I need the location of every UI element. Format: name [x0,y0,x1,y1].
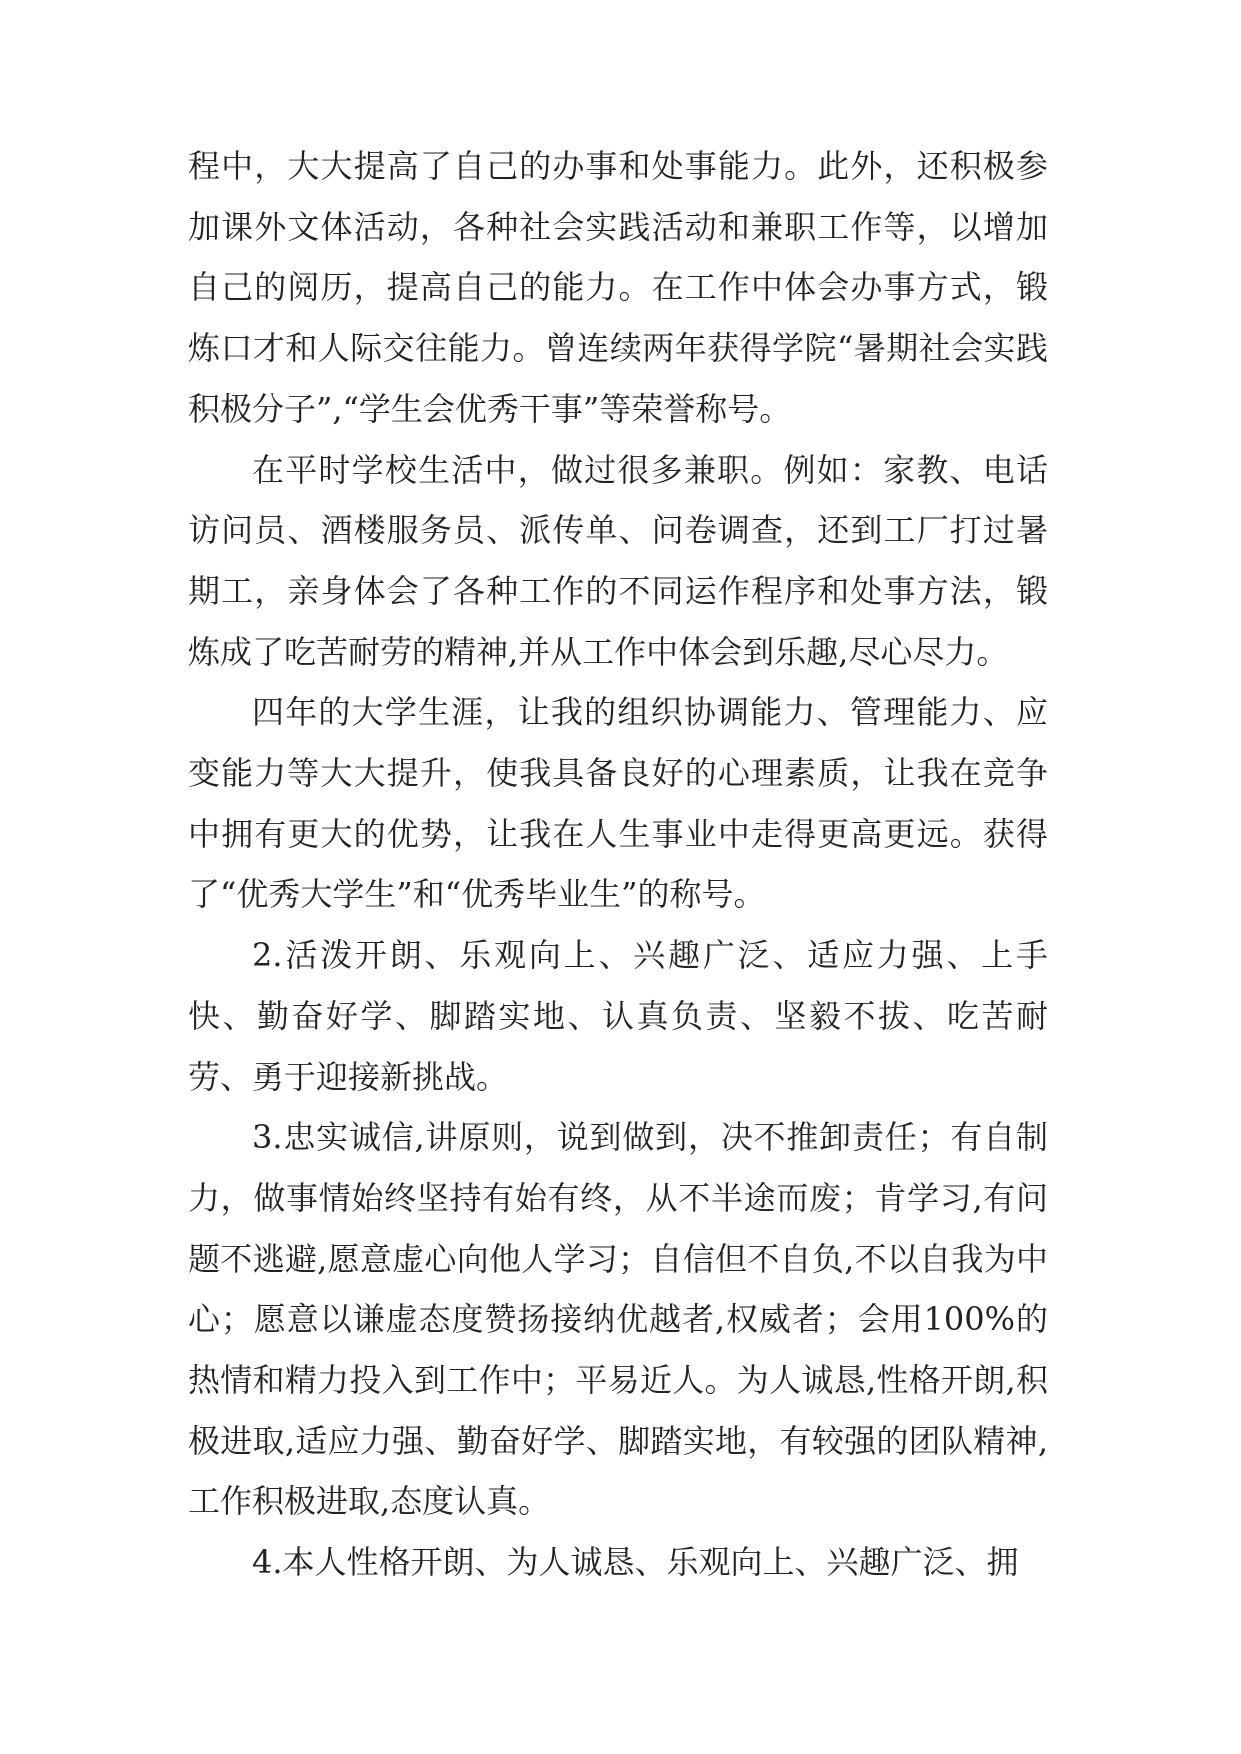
document-body [188,136,1048,1593]
paragraph-item-4: 4.本人性格开朗、为人诚恳、乐观向上、兴趣广泛、拥 [252,1543,1019,1582]
paragraph-item-2: 2.活泼开朗、乐观向上、兴趣广泛、适应力强、上手快、勤奋好学、脚踏实地、认真负责、坚毅不拔、吃苦耐劳、勇于迎接新挑战。 [188,936,1048,1096]
paragraph-continuation: 程中，大大提高了自己的办事和处事能力。此外，还积极参加课外文体活动，各种社会实践活动和兼职工作等，以增加自己的阅历，提高自己的能力。在工作中体会办事方式，锻炼口才和人际交往能力。曾连续两年获得学院“暑期社会实践积极分子”,“学生会优秀干事”等荣誉称号。 [188,147,1048,428]
paragraph-part-time-jobs: 在平时学校生活中，做过很多兼职。例如：家教、电话访问员、酒楼服务员、派传单、问卷调查，还到工厂打过暑期工，亲身体会了各种工作的不同运作程序和处事方法，锻炼成了吃苦耐劳的精神,并从工作中体会到乐趣,尽心尽力。 [188,450,1048,671]
paragraph-item-3: 3.忠实诚信,讲原则，说到做到，决不推卸责任；有自制力，做事情始终坚持有始有终，从不半途而废；肯学习,有问题不逃避,愿意虚心向他人学习；自信但不自负,不以自我为中心；愿意以谦虚态度赞扬接纳优越者,权威者；会用100%的热情和精力投入到工作中；平易近人。为人诚恳,性格开朗,积极进取,适应力强、勤奋好学、脚踏实地，有较强的团队精神,工作积极进取,态度认真。 [188,1118,1048,1521]
paragraph-university-career: 四年的大学生涯，让我的组织协调能力、管理能力、应变能力等大大提升，使我具备良好的心理素质，让我在竞争中拥有更大的优势，让我在人生事业中走得更高更远。获得了“优秀大学生”和“优秀毕业生”的称号。 [188,693,1048,914]
